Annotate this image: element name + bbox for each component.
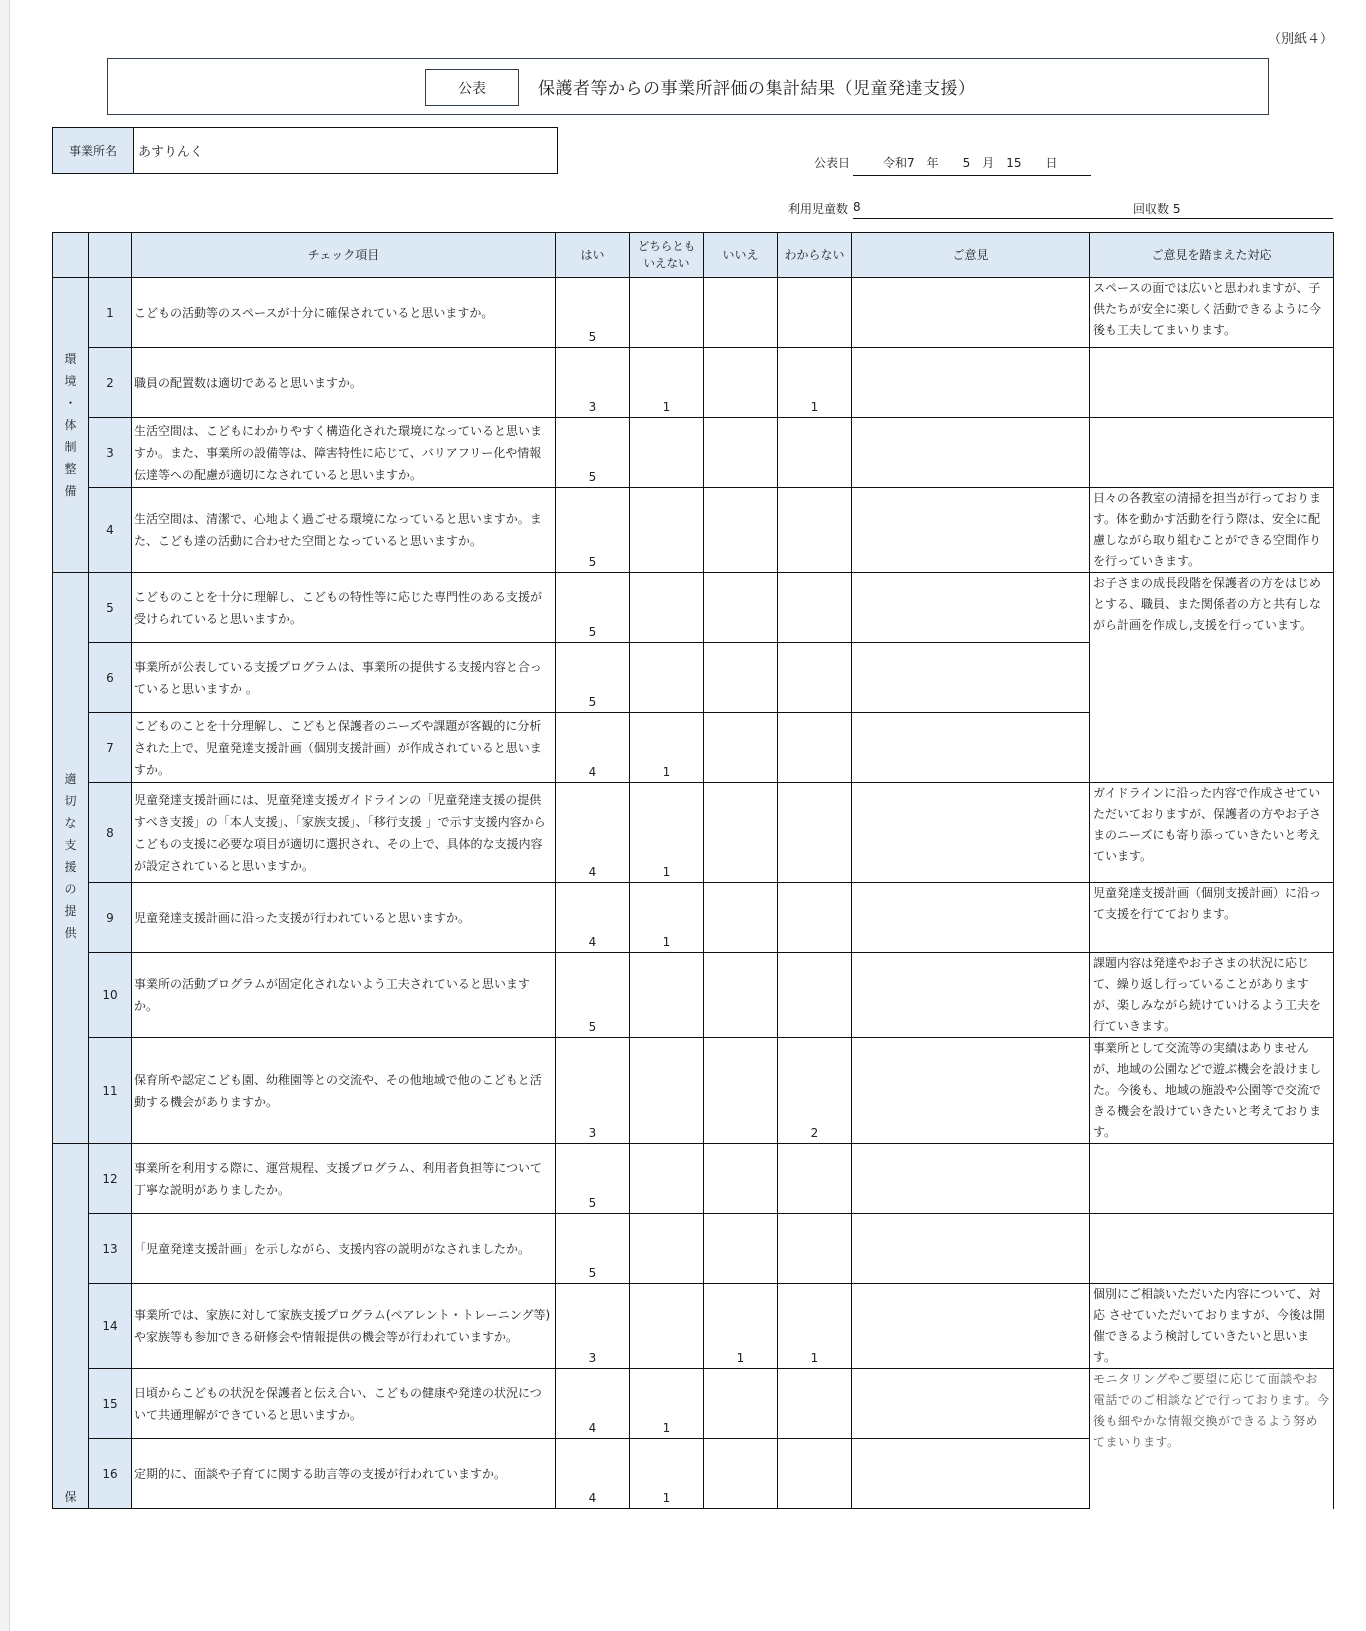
answer-yes: 5 [556,1144,630,1214]
answer-neither [630,488,704,573]
answer-no [704,1038,778,1144]
answer-neither: 1 [630,1369,704,1439]
answer-no [704,348,778,418]
opinion-cell [852,1439,1090,1509]
opinion-cell [852,953,1090,1038]
answer-yes: 5 [556,953,630,1038]
response-cell: 課題内容は発達やお子さまの状況に応じて、繰り返し行っていることがありますが、楽しみながら続けていけるよう工夫を行ていきます。 [1090,953,1334,1038]
opinion-cell [852,713,1090,783]
annex-label: （別紙４） [1268,32,1334,47]
question-number: 14 [89,1284,132,1369]
question-number: 9 [89,883,132,953]
answer-unknown [778,643,852,713]
collected-count-value: 5 [1172,202,1181,216]
answer-unknown [778,1439,852,1509]
question-number: 7 [89,713,132,783]
table-row [53,278,1334,348]
answer-unknown: 2 [778,1038,852,1144]
answer-unknown [778,1369,852,1439]
question-text: 保育所や認定こども園、幼稚園等との交流や、その他地域で他のこどもと活動する機会がありますか。 [132,1038,556,1144]
answer-yes: 4 [556,883,630,953]
answer-no [704,488,778,573]
header-category [53,233,89,278]
answer-unknown: 1 [778,348,852,418]
question-number: 1 [89,278,132,348]
question-text: 児童発達支援計画には、児童発達支援ガイドラインの「児童発達支援の提供すべき支援」の「本人支援」、「家族支援」、「移行支援 」で示す支援内容からこどもの支援に必要な項目が適切に選択され、その上で、具体的な支援内容が設定されていると思いますか。 [132,783,556,883]
question-number: 15 [89,1369,132,1439]
opinion-cell [852,1369,1090,1439]
answer-no [704,1439,778,1509]
response-cell [1090,1214,1334,1284]
response-cell: モニタリングやご要望に応じて面談やお電話でのご相談などで行っております。今後も細やかな情報交換ができるよう努めてまいります。 [1090,1369,1334,1509]
opinion-cell [852,278,1090,348]
question-number: 10 [89,953,132,1038]
response-cell [1090,348,1334,418]
answer-neither: 1 [630,783,704,883]
question-number: 6 [89,643,132,713]
question-text: 日頃からこどもの状況を保護者と伝え合い、こどもの健康や発達の状況について共通理解ができていると思いますか。 [132,1369,556,1439]
question-number: 13 [89,1214,132,1284]
question-text: 事業所では、家族に対して家族支援プログラム(ペアレント・トレーニング等)や家族等も参加できる研修会や情報提供の機会等が行われていますか。 [132,1284,556,1369]
answer-unknown [778,488,852,573]
answer-yes: 5 [556,643,630,713]
opinion-cell [852,1214,1090,1284]
question-text: 職員の配置数は適切であると思いますか。 [132,348,556,418]
table-row [53,953,1334,1038]
publication-date-value: 令和7 年 5 月 15 日 [853,154,1091,176]
question-text: こどものことを十分に理解し、こどもの特性等に応じた専門性のある支援が受けられていると思いますか。 [132,573,556,643]
answer-neither [630,418,704,488]
category-char: 備 [64,484,77,498]
answer-neither: 1 [630,713,704,783]
question-number: 3 [89,418,132,488]
answer-unknown [778,1214,852,1284]
answer-yes: 5 [556,573,630,643]
answer-unknown [778,278,852,348]
answer-neither [630,953,704,1038]
answer-yes: 5 [556,418,630,488]
category-char: 支 [64,838,77,852]
user-count-label: 利用児童数 [788,202,849,216]
answer-neither [630,573,704,643]
answer-unknown: 1 [778,1284,852,1369]
category-char: の [64,882,77,896]
office-name-value: あすりんく [138,145,204,160]
response-cell: 児童発達支援計画（個別支援計画）に沿って支援を行てております。 [1090,883,1334,953]
answer-yes: 4 [556,713,630,783]
answer-neither: 1 [630,348,704,418]
answer-no [704,783,778,883]
answer-yes: 4 [556,1439,630,1509]
category-char: 援 [64,860,77,874]
answer-unknown [778,953,852,1038]
question-text: こどものことを十分理解し、こどもと保護者のニーズや課題が客観的に分析された上で、児童発達支援計画（個別支援計画）が作成されていると思いますか。 [132,713,556,783]
answer-neither: 1 [630,883,704,953]
answer-yes: 5 [556,488,630,573]
opinion-cell [852,488,1090,573]
left-margin-bar [0,0,10,1631]
question-number: 8 [89,783,132,883]
answer-no [704,418,778,488]
answer-no [704,883,778,953]
publication-date-label: 公表日 [814,156,851,170]
answer-yes: 3 [556,348,630,418]
response-cell: 個別にご相談いただいた内容について、対応 させていただいておりますが、今後は開催できるよう検討していきたいと思います。 [1090,1284,1334,1369]
category-char: 整 [64,462,77,476]
table-row [53,1214,1334,1284]
table-row [53,1144,1334,1214]
question-text: 事業所の活動プログラムが固定化されないよう工夫されていると思いますか。 [132,953,556,1038]
page-title: 保護者等からの事業所評価の集計結果（児童発達支援） [538,79,976,99]
answer-unknown [778,713,852,783]
question-number: 12 [89,1144,132,1214]
response-cell [1090,1144,1334,1214]
answer-yes: 5 [556,278,630,348]
table-row [53,418,1334,488]
question-text: 「児童発達支援計画」を示しながら、支援内容の説明がなされましたか。 [132,1214,556,1284]
answer-yes: 4 [556,783,630,883]
collected-count [1133,200,1180,217]
response-cell: ガイドラインに沿った内容で作成させていただいておりますが、保護者の方やお子さまのニーズにも寄り添っていきたいと考えています。 [1090,783,1334,883]
category-char: 提 [64,904,77,918]
category-char: 切 [64,794,77,808]
category-char: 制 [64,440,77,454]
answer-unknown [778,418,852,488]
answer-unknown [778,1144,852,1214]
table-row [53,1284,1334,1369]
table-header-row [53,233,1334,278]
question-text: 生活空間は、清潔で、心地よく過ごせる環境になっていると思いますか。また、こども達の活動に合わせた空間となっていると思いますか。 [132,488,556,573]
answer-no [704,1144,778,1214]
user-count-line [853,200,1333,219]
table-row [53,573,1334,643]
opinion-cell [852,643,1090,713]
category-char: 供 [64,926,77,940]
category-char: な [64,816,77,830]
table-row [53,488,1334,573]
answer-yes: 3 [556,1284,630,1369]
category-char: ・ [64,396,77,410]
user-count-value: 8 [853,200,861,214]
answer-no [704,643,778,713]
table-row [53,1038,1334,1144]
category-char: 環 [64,352,77,366]
question-number: 11 [89,1038,132,1144]
question-text: 事業所が公表している支援プログラムは、事業所の提供する支援内容と合っていると思いますか 。 [132,643,556,713]
opinion-cell [852,1284,1090,1369]
answer-neither [630,1144,704,1214]
question-text: 定期的に、面談や子育てに関する助言等の支援が行われていますか。 [132,1439,556,1509]
answer-neither [630,643,704,713]
answer-unknown [778,883,852,953]
opinion-cell [852,783,1090,883]
evaluation-table [52,232,1334,1509]
office-name-label: 事業所名 [53,128,134,173]
publication-badge: 公表 [425,69,519,106]
answer-neither [630,1038,704,1144]
category-cell [53,278,89,573]
question-text: 事業所を利用する際に、運営規程、支援プログラム、利用者負担等について丁寧な説明がありましたか。 [132,1144,556,1214]
opinion-cell [852,1144,1090,1214]
header-opinion: ご意見 [852,233,1090,278]
answer-neither [630,1214,704,1284]
opinion-cell [852,348,1090,418]
table-row [53,883,1334,953]
response-cell: スペースの面では広いと思われますが、子供たちが安全に楽しく活動できるように今後も工夫してまいります。 [1090,278,1334,348]
table-row [53,348,1334,418]
header-neither: どちらとも いえない [630,233,704,278]
answer-neither: 1 [630,1439,704,1509]
answer-yes: 3 [556,1038,630,1144]
answer-neither [630,278,704,348]
response-cell: お子さまの成長段階を保護者の方をはじめとする、職員、また関係者の方と共有しながら計画を作成し,支援を行っています。 [1090,573,1334,783]
opinion-cell [852,418,1090,488]
office-name-box [52,127,558,174]
question-text: こどもの活動等のスペースが十分に確保されていると思いますか。 [132,278,556,348]
category-char: 境 [64,374,77,388]
question-text: 生活空間は、こどもにわかりやすく構造化された環境になっていると思いますか。また、事業所の設備等は、障害特性に応じて、バリアフリー化や情報伝達等への配慮が適切になされていると思いますか。 [132,418,556,488]
question-text: 児童発達支援計画に沿った支援が行われていると思いますか。 [132,883,556,953]
header-no: いいえ [704,233,778,278]
response-cell [1090,418,1334,488]
category-char: 体 [64,418,77,432]
opinion-cell [852,573,1090,643]
header-number [89,233,132,278]
header-yes: はい [556,233,630,278]
table-row [53,783,1334,883]
answer-yes: 4 [556,1369,630,1439]
question-number: 16 [89,1439,132,1509]
answer-no [704,713,778,783]
response-cell: 事業所として交流等の実績はありませんが、地域の公園などで遊ぶ機会を設けました。今後も、地域の施設や公園等で交流できる機会を設けていきたいと考えております。 [1090,1038,1334,1144]
answer-no [704,278,778,348]
opinion-cell [852,1038,1090,1144]
answer-no [704,953,778,1038]
answer-neither [630,1284,704,1369]
answer-unknown [778,783,852,883]
answer-no [704,573,778,643]
header-response: ご意見を踏まえた対応 [1090,233,1334,278]
answer-yes: 5 [556,1214,630,1284]
response-cell: 日々の各教室の清掃を担当が行っております。体を動かす活動を行う際は、安全に配慮しながら取り組むことができる空間作りを行っていきます。 [1090,488,1334,573]
answer-no [704,1214,778,1284]
category-cell [53,1144,89,1509]
question-number: 5 [89,573,132,643]
category-cell [53,573,89,1144]
question-number: 2 [89,348,132,418]
collected-count-label: 回収数 [1133,202,1170,216]
header-check-item: チェック項目 [132,233,556,278]
answer-unknown [778,573,852,643]
category-char: 適 [64,772,77,786]
category-char: 保 [64,1490,77,1504]
table-row [53,1369,1334,1439]
opinion-cell [852,883,1090,953]
header-unknown: わからない [778,233,852,278]
answer-no: 1 [704,1284,778,1369]
question-number: 4 [89,488,132,573]
answer-no [704,1369,778,1439]
